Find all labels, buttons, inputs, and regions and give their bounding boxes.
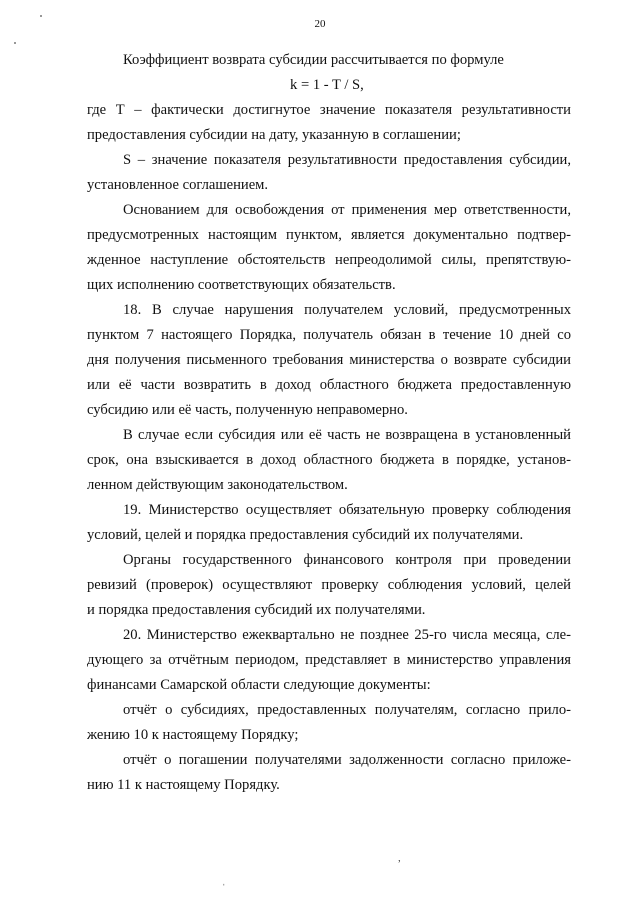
scan-mark: , [398,852,401,864]
text-line: нию 11 к настоящему Порядку. [87,777,280,793]
text-line: жению 10 к настоящему Порядку; [87,727,299,743]
text-line: предусмотренных настоящим пунктом, является документально подтвер- [87,227,571,243]
paragraph-19-start: 19. Министерство осуществляет обязательную проверку соблюдения [123,502,571,518]
paragraph-18-start: 18. В случае нарушения получателем условий, предусмотренных [123,302,571,318]
text-line: щих исполнению соответствующих обязательств. [87,277,396,293]
text-line: или её части возвратить в доход областного бюджета предоставленную [87,377,571,393]
document-text [87,48,571,798]
text-line: срок, она взыскивается в доход областного бюджета в порядке, установ- [87,452,571,468]
scan-mark: ˈ [222,882,226,894]
text-line: финансами Самарской области следующие документы: [87,677,431,693]
page-number: 20 [314,18,326,30]
text-line: условий, целей и порядка предоставления субсидий их получателями. [87,527,524,543]
scan-speck [14,42,16,44]
text-line: субсидию или её часть, полученную неправомерно. [87,402,408,418]
text-line: предоставления субсидии на дату, указанную в соглашении; [87,127,461,143]
text-line: дующего за отчётным периодом, представляет в министерство управления [87,652,571,668]
text-line: ленном действующим законодательством. [87,477,348,493]
text-line: Основанием для освобождения от применения мер ответственности, [123,202,571,218]
list-item-report-debt: отчёт о погашении получателями задолженности согласно приложе- [123,752,571,768]
paragraph-20-start: 20. Министерство ежеквартально не позднее 25-го числа месяца, сле- [123,627,571,643]
text-line: пунктом 7 настоящего Порядка, получатель обязан в течение 10 дней со [87,327,571,343]
text-line: жденное наступление обстоятельств непреодолимой силы, препятствую- [87,252,571,268]
text-line: и порядка предоставления субсидий их получателями. [87,602,426,618]
text-line: S – значение показателя результативности предоставления субсидии, [123,152,571,168]
text-line: Органы государственного финансового контроля при проведении [123,552,571,568]
text-line: В случае если субсидия или её часть не возвращена в установленный [123,427,571,443]
text-line: ревизий (проверок) осуществляют проверку соблюдения условий, целей [87,577,571,593]
text-line: установленное соглашением. [87,177,269,193]
scan-speck [40,15,42,17]
text-line: дня получения письменного требования министерства о возврате субсидии [87,352,571,368]
formula-intro: Коэффициент возврата субсидии рассчитывается по формуле [123,52,504,68]
list-item-report-subsidies: отчёт о субсидиях, предоставленных получателям, согласно прило- [123,702,571,718]
formula: k = 1 - T / S, [290,77,364,93]
text-line: где Т – фактически достигнутое значение показателя результативности [87,102,571,118]
